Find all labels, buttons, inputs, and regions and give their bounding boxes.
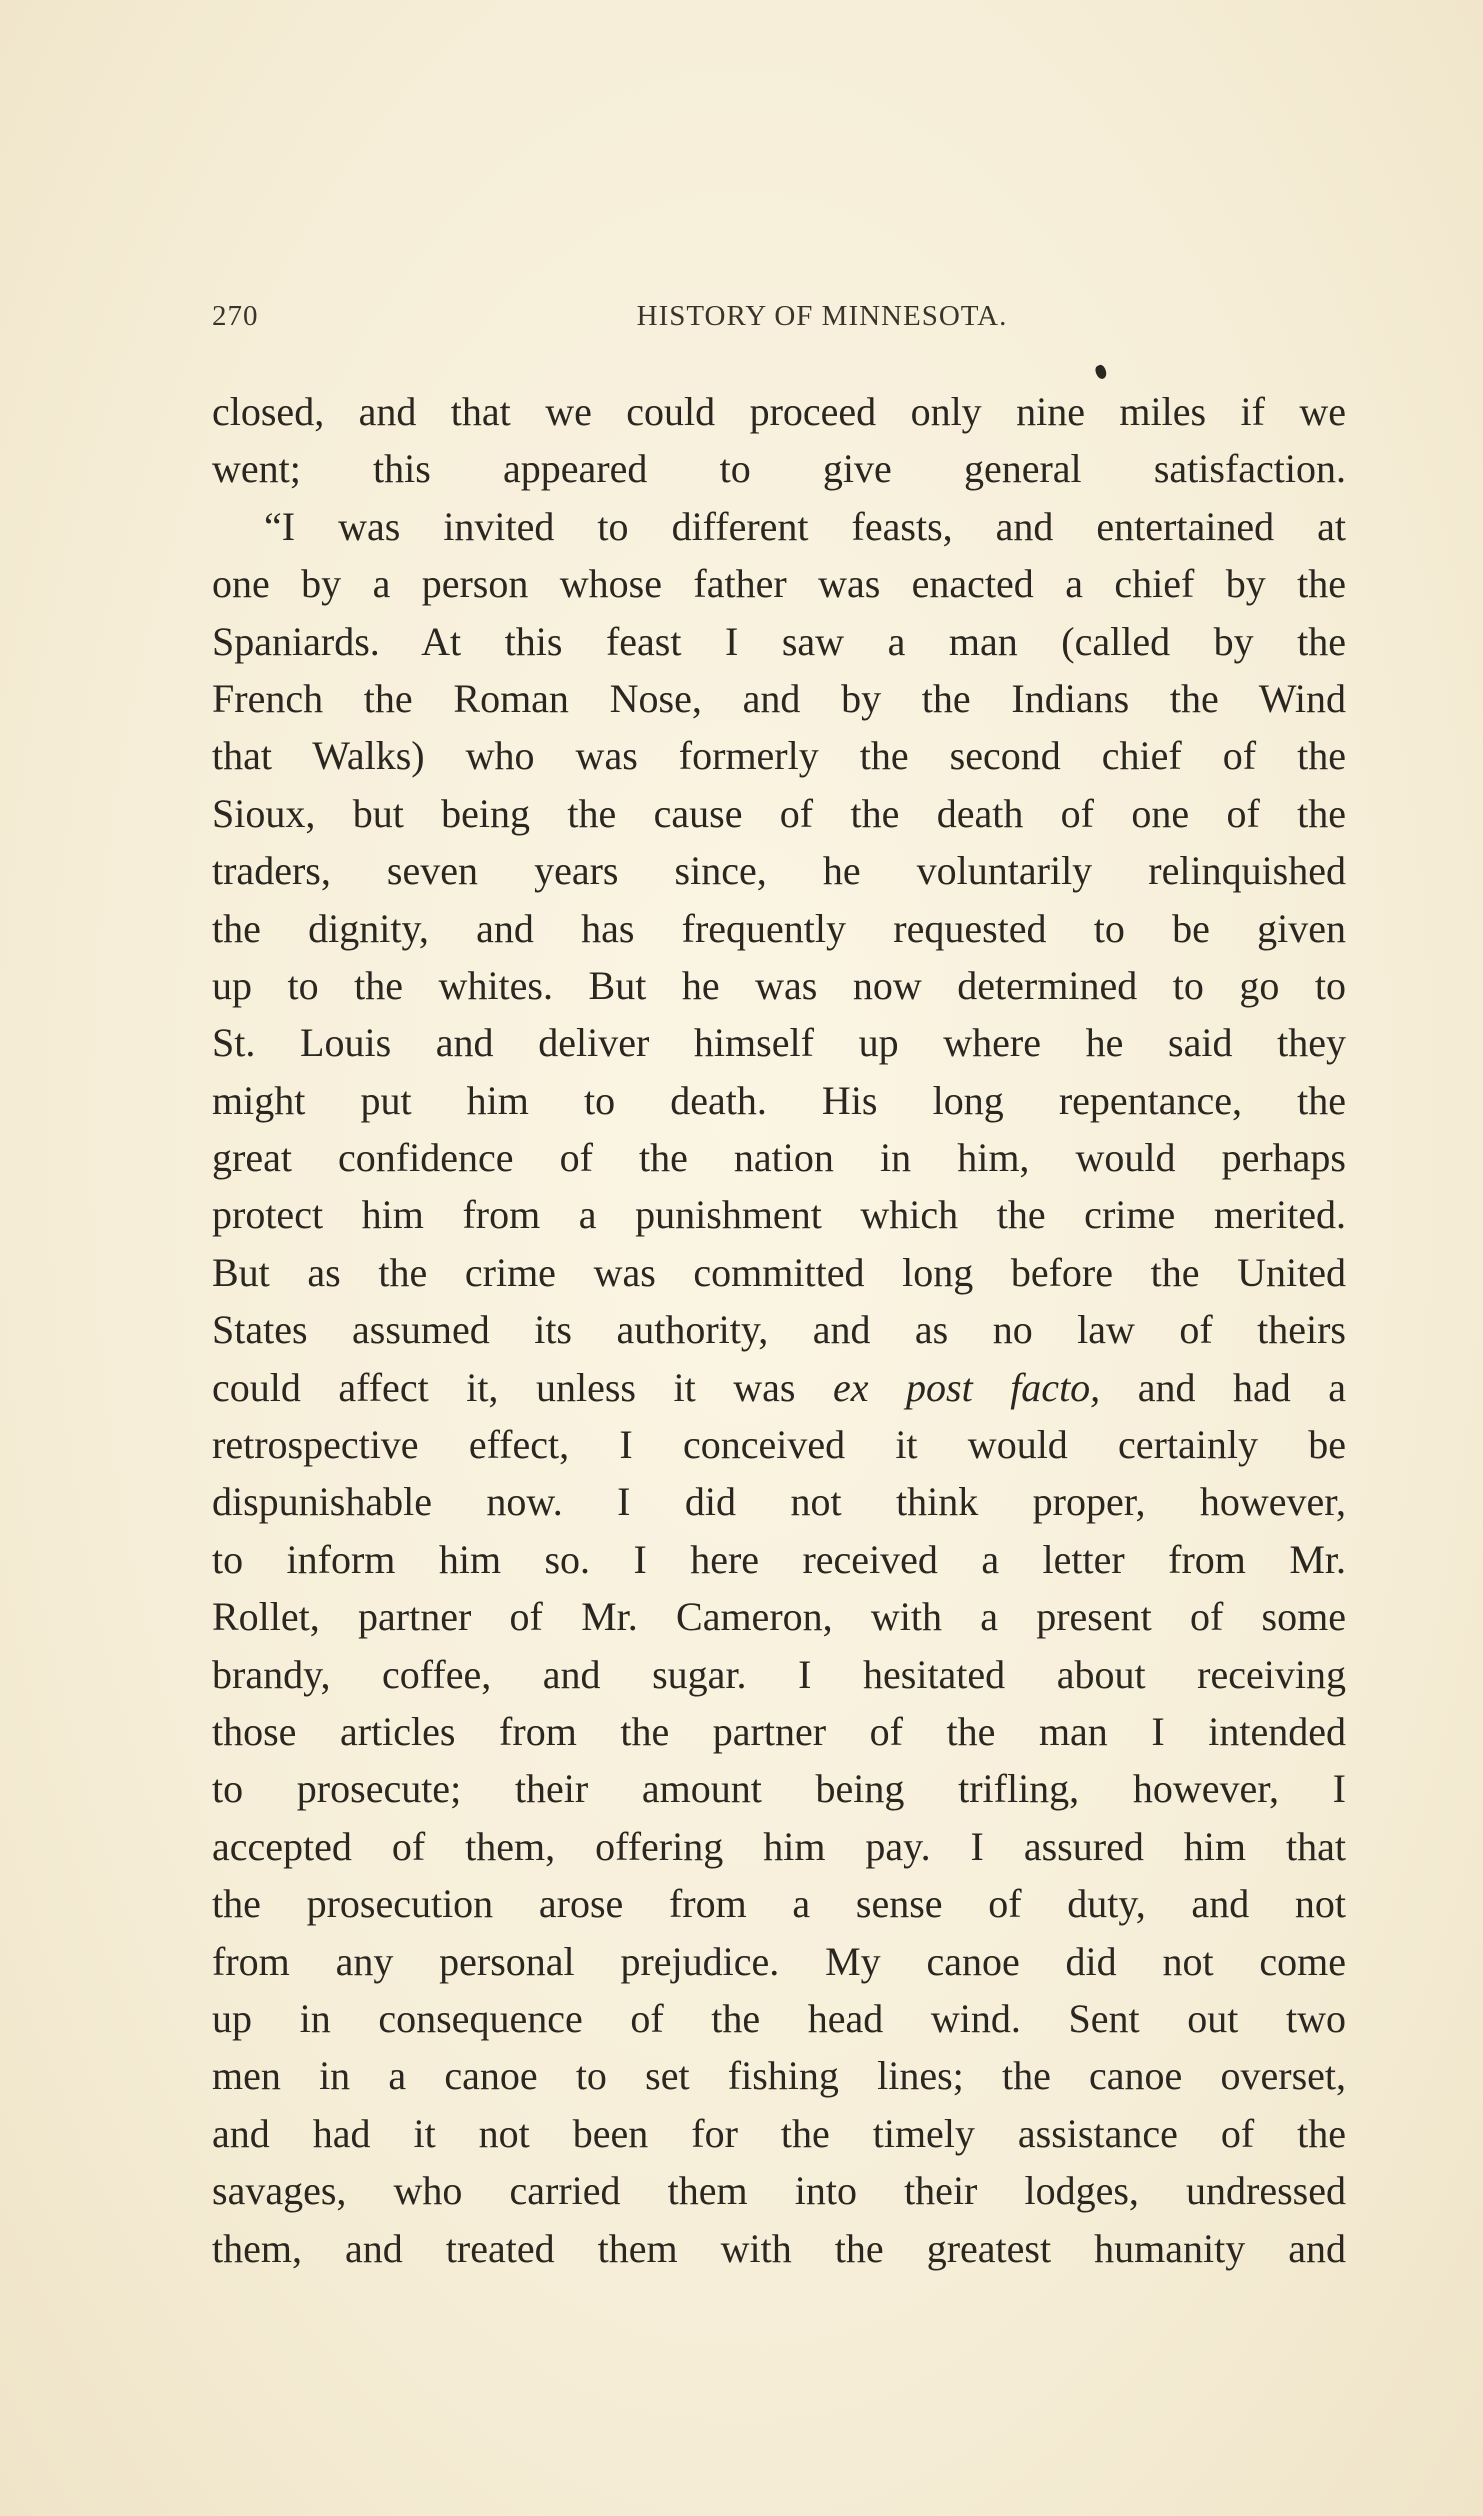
running-title: HISTORY OF MINNESOTA. [636,300,1008,332]
text-line: them, and treated them with the greatest humanity and [212,2225,1346,2271]
text-line: Spaniards. At this feast I saw a man (called by the [212,618,1346,664]
text-line: the dignity, and has frequently requested to be given [212,905,1346,951]
text-line: the prosecution arose from a sense of duty, and not [212,1881,1346,1927]
text-line: savages, who carried them into their lodges, undressed [212,2168,1346,2214]
text-line: and had it not been for the timely assistance of the [212,2110,1346,2156]
text-line: one by a person whose father was enacted a chief by the [212,561,1346,607]
text-line-paragraph-start: “I was invited to different feasts, and entertained at [264,503,1346,549]
text-segment: and had a [1137,1364,1347,1410]
text-line: from any personal prejudice. My canoe did not come [212,1938,1346,1984]
text-line: But as the crime was committed long before the United [212,1249,1346,1295]
text-line: up in consequence of the head wind. Sent out two [212,1995,1346,2041]
ink-blot-mark [1094,364,1109,381]
text-line: up to the whites. But he was now determined to go to [212,962,1346,1008]
text-line: those articles from the partner of the man I intended [212,1708,1346,1754]
text-line: protect him from a punishment which the crime merited. [212,1192,1346,1238]
text-line: Rollet, partner of Mr. Cameron, with a present of some [212,1594,1346,1640]
text-line: traders, seven years since, he voluntarily relinquished [212,848,1346,894]
text-line: accepted of them, offering him pay. I assured him that [212,1823,1346,1869]
body-text [212,383,1346,2277]
text-line: that Walks) who was formerly the second chief of the [212,733,1346,779]
text-line: great confidence of the nation in him, would perhaps [212,1135,1346,1181]
text-line: to inform him so. I here received a letter from Mr. [212,1536,1346,1582]
text-line: might put him to death. His long repentance, the [212,1077,1346,1123]
text-line: States assumed its authority, and as no law of theirs [212,1307,1346,1353]
text-line: St. Louis and deliver himself up where he said they [212,1020,1346,1066]
text-line: Sioux, but being the cause of the death of one of the [212,790,1346,836]
italic-phrase: ex post facto, [832,1364,1101,1410]
text-line: men in a canoe to set fishing lines; the canoe overset, [212,2053,1346,2099]
text-line: retrospective effect, I conceived it would certainly be [212,1422,1346,1468]
text-line: closed, and that we could proceed only nine miles if we [212,389,1346,434]
text-line: to prosecute; their amount being trifling, however, I [212,1766,1346,1812]
text-line: dispunishable now. I did not think proper, however, [212,1479,1346,1525]
text-line: went; this appeared to give general satisfaction. [212,446,1346,492]
text-line: brandy, coffee, and sugar. I hesitated about receiving [212,1651,1346,1697]
text-line-with-italic [212,1359,1346,1416]
text-line: French the Roman Nose, and by the Indians the Wind [212,675,1346,721]
page-number: 270 [212,300,259,332]
text-segment: could affect it, unless it was [212,1364,796,1410]
running-head [212,300,1342,350]
